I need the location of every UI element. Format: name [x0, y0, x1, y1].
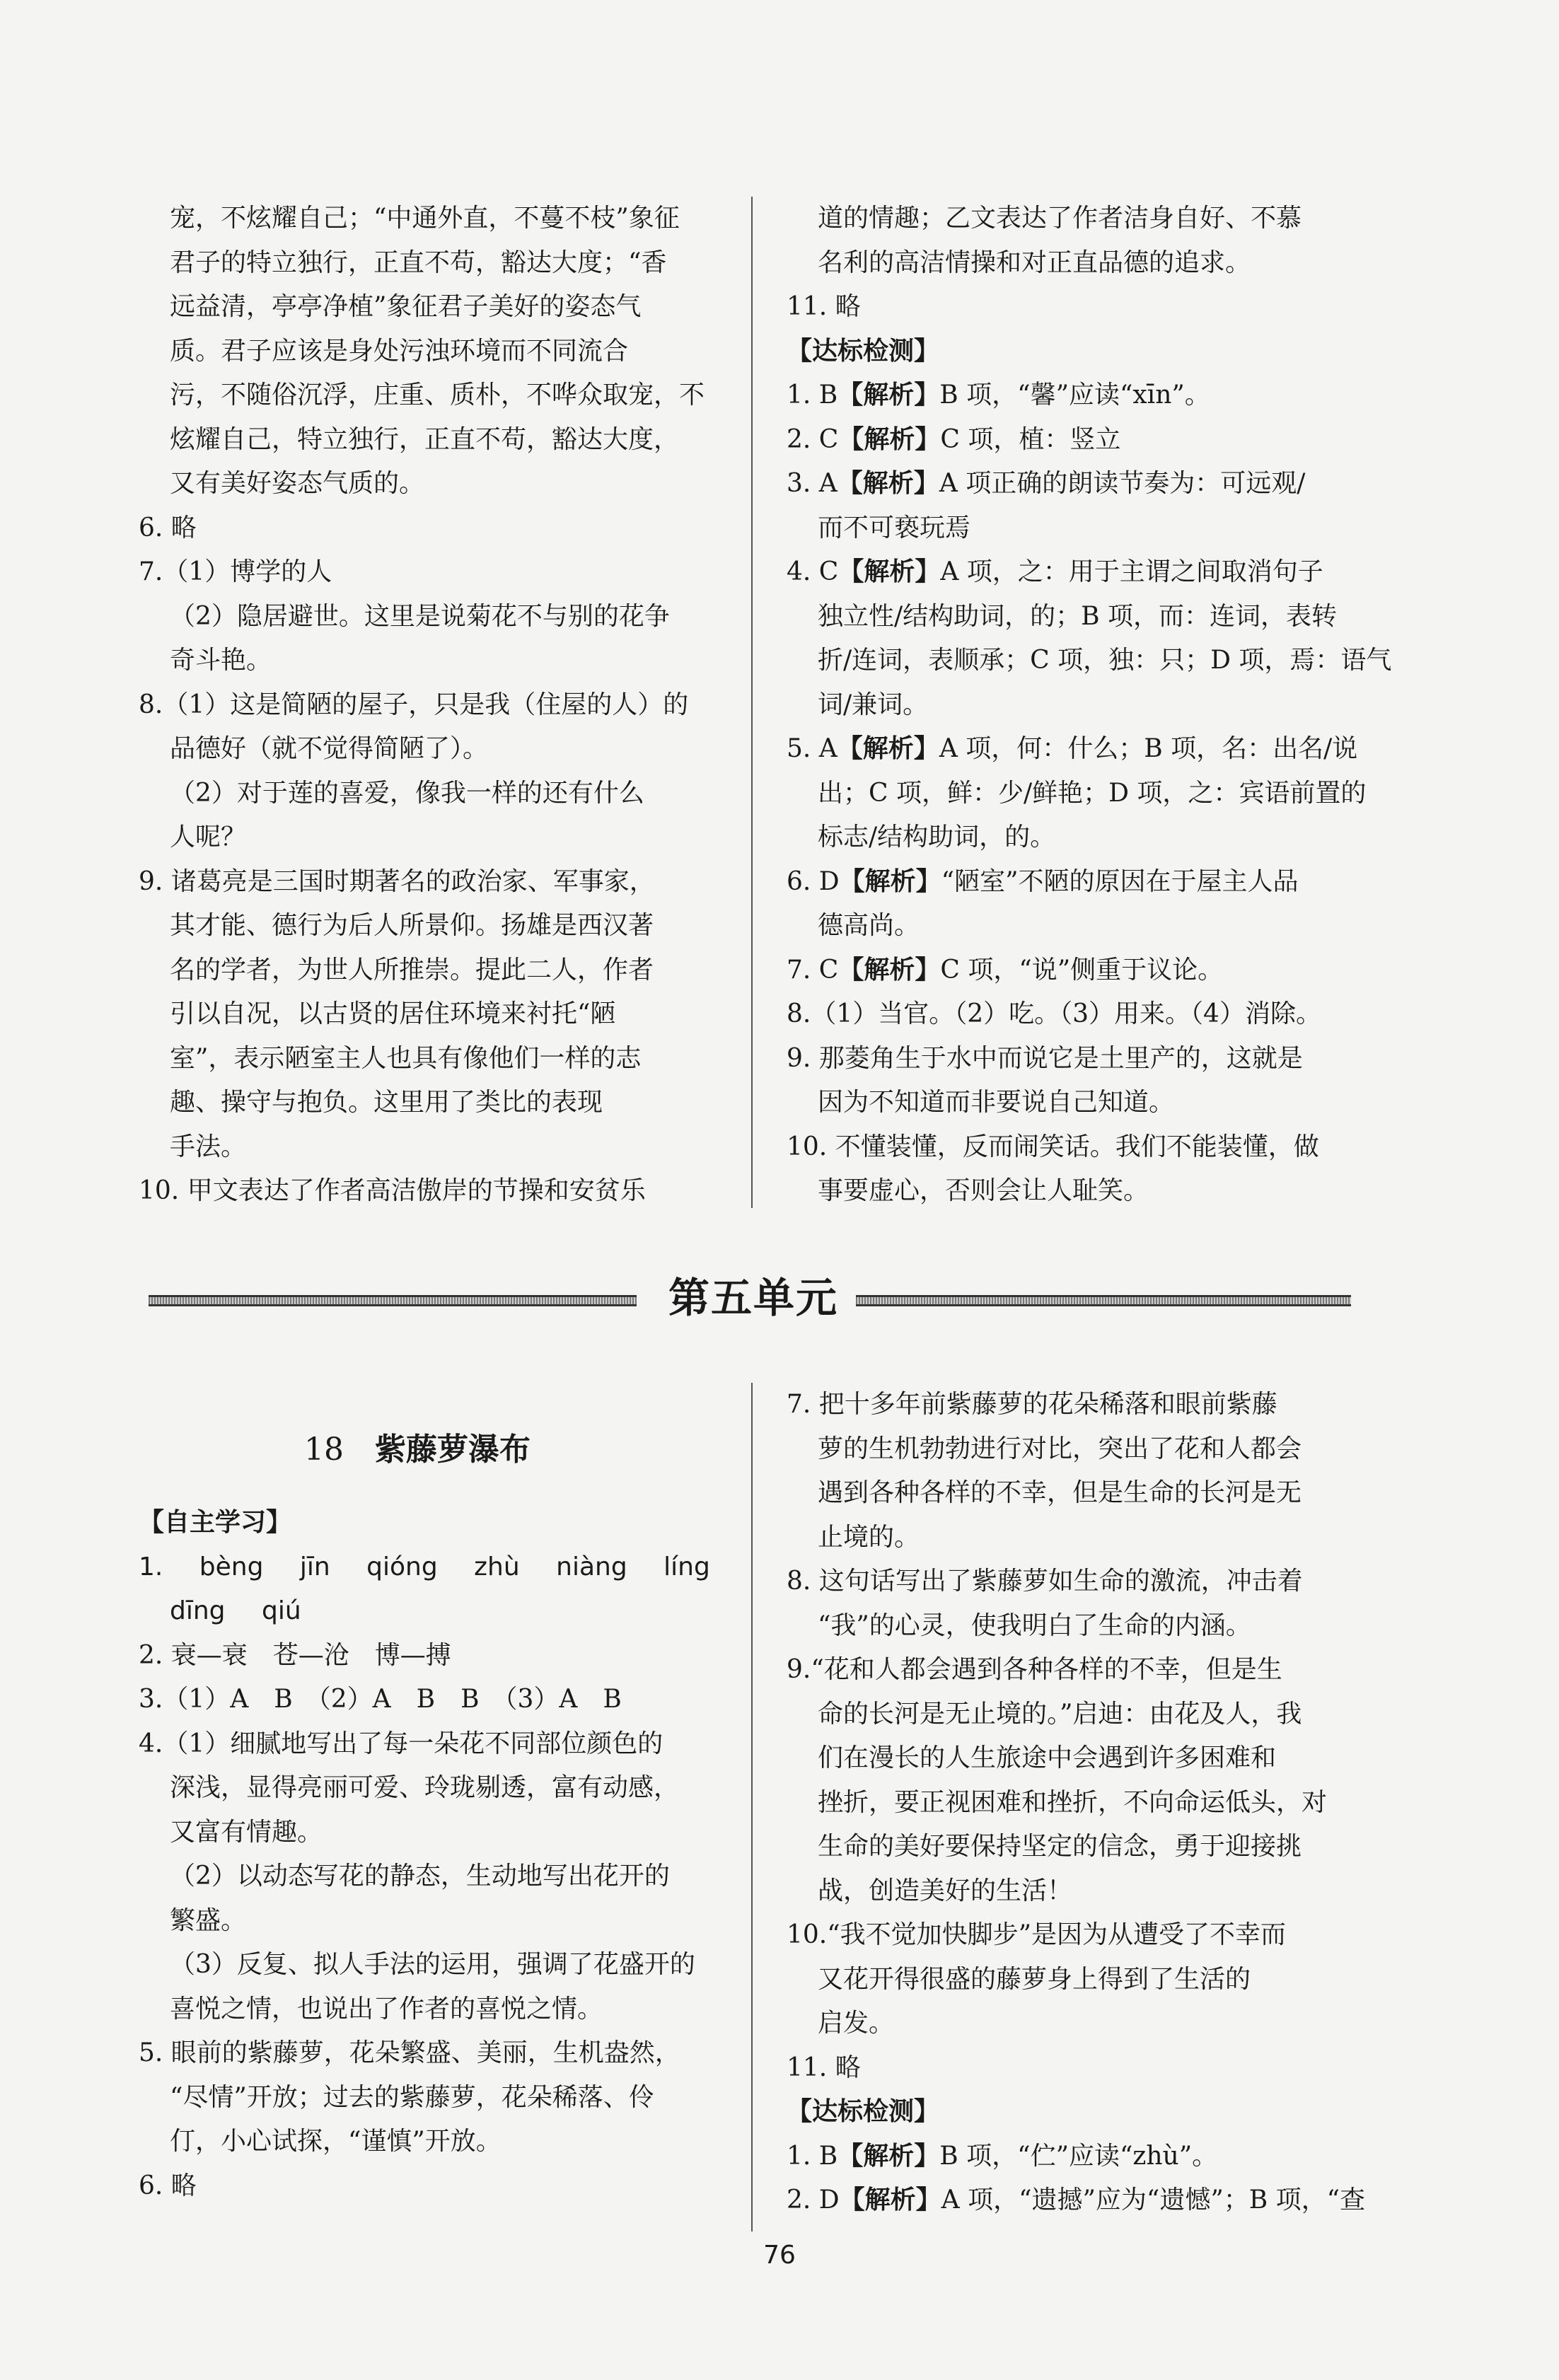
text-line: （2）对于莲的喜爱，像我一样的还有什么 — [170, 778, 644, 808]
page-number: 76 — [763, 2241, 796, 2270]
text-line: 8.（1）这是简陋的屋子，只是我（住屋的人）的 — [139, 690, 689, 719]
lesson-name: 紫藤萝瀑布 — [375, 1432, 531, 1468]
text-line: 引以自况，以古贤的居住环境来衬托“陋 — [170, 999, 616, 1028]
test-answer-7: 7. C【解析】C 项，“说”侧重于议论。 — [787, 955, 1224, 985]
text-line: 奇斗艳。 — [170, 646, 272, 675]
text-line: 们在漫长的人生旅途中会遇到许多困难和 — [818, 1743, 1277, 1772]
answer-2: 2. 衰—衰 苍—沧 博—搏 — [139, 1640, 451, 1670]
text-line: 宠，不炫耀自己；“中通外直，不蔓不枝”象征 — [170, 204, 680, 233]
text-line: 喜悦之情，也说出了作者的喜悦之情。 — [170, 1994, 603, 2024]
text-line: 名利的高洁情操和对正直品德的追求。 — [818, 248, 1251, 277]
text-line: 7.（1）博学的人 — [139, 557, 332, 586]
text-line: 命的长河是无止境的。”启迪：由花及人，我 — [818, 1699, 1302, 1729]
text-line: 标志/结构助词，的。 — [818, 823, 1056, 852]
answer-5: 5. 眼前的紫藤萝，花朵繁盛、美丽，生机盎然， — [139, 2038, 680, 2067]
test-answer-2: 2. C【解析】C 项，植：竖立 — [787, 424, 1121, 454]
text-line: （2）以动态写花的静态，生动地写出花开的 — [170, 1862, 670, 1891]
test-answer-8: 8.（1）当官。（2）吃。（3）用来。（4）消除。 — [787, 999, 1321, 1028]
text-line: dīng qiú — [170, 1596, 301, 1625]
answer-11: 11. 略 — [787, 292, 861, 321]
test-answer-1: 1. B【解析】B 项，“伫”应读“zhù”。 — [787, 2141, 1218, 2171]
text-line: 6. 略 — [139, 513, 197, 542]
test-answer-10: 10. 不懂装懂，反而闹笑话。我们不能装懂，做 — [787, 1132, 1319, 1161]
text-line: 道的情趣；乙文表达了作者洁身自好、不慕 — [818, 204, 1302, 233]
text-line: 手法。 — [170, 1132, 247, 1161]
answer-6: 6. 略 — [139, 2171, 197, 2200]
text-line: 深浅，显得亮丽可爱、玲珑剔透，富有动感， — [170, 1773, 680, 1802]
unit-title: 第五单元 — [668, 1274, 838, 1322]
test-answer-5: 5. A【解析】A 项，何：什么；B 项，名：出名/说 — [787, 734, 1358, 763]
text-line: 又花开得很盛的藤萝身上得到了生活的 — [818, 1964, 1251, 1994]
text-line: 战，创造美好的生活！ — [818, 1876, 1073, 1905]
answers-column-bottom-left — [139, 1501, 726, 2208]
answer-8: 8. 这句话写出了紫藤萝如生命的激流，冲击着 — [787, 1567, 1303, 1596]
text-line: 室”，表示陋室主人也具有像他们一样的志 — [170, 1043, 642, 1073]
text-line: “尽情”开放；过去的紫藤萝，花朵稀落、伶 — [170, 2082, 654, 2112]
text-line: 启发。 — [818, 2009, 895, 2038]
text-line: 9. 诸葛亮是三国时期著名的政治家、军事家， — [139, 866, 655, 896]
text-line: 繁盛。 — [170, 1905, 247, 1935]
test-answer-3: 3. A【解析】A 项正确的朗读节奏为：可远观/ — [787, 469, 1306, 498]
text-line: 名的学者，为世人所推崇。提此二人，作者 — [170, 955, 654, 985]
test-answer-4: 4. C【解析】A 项，之：用于主谓之间取消句子 — [787, 557, 1323, 586]
text-line: 炫耀自己，特立独行，正直不苟，豁达大度， — [170, 424, 680, 454]
text-line: 远益清，亭亭净植”象征君子美好的姿态气 — [170, 292, 642, 321]
text-line: 其才能、德行为后人所景仰。扬雄是西汉著 — [170, 911, 654, 940]
text-line: 折/连词，表顺承；C 项，独：只；D 项，焉：语气 — [818, 646, 1392, 675]
text-line: 品德好（就不觉得简陋了）。 — [170, 734, 489, 763]
text-line: 独立性/结构助词，的；B 项，而：连词，表转 — [818, 601, 1338, 631]
section-header-dabiao: 【达标检测】 — [787, 336, 940, 366]
heading-rule-right — [856, 1295, 1351, 1306]
text-line: 止境的。 — [818, 1522, 920, 1552]
test-answer-2: 2. D【解析】A 项，“遗撼”应为“遗憾”；B 项，“查 — [787, 2185, 1366, 2214]
text-line: 遇到各种各样的不幸，但是生命的长河是无 — [818, 1478, 1302, 1507]
test-answer-6: 6. D【解析】“陋室”不陋的原因在于屋主人品 — [787, 866, 1299, 896]
text-line: 10. 甲文表达了作者高洁傲岸的节操和安贫乐 — [139, 1176, 646, 1205]
text-line: 君子的特立独行，正直不苟，豁达大度；“香 — [170, 248, 667, 277]
column-divider-top — [751, 197, 753, 1208]
text-line: 又富有情趣。 — [170, 1817, 323, 1847]
answers-column-top-left — [139, 197, 726, 1214]
lesson-number: 18 — [304, 1432, 344, 1468]
text-line: 挫折，要正视困难和挫折，不向命运低头，对 — [818, 1787, 1328, 1817]
text-line: 质。君子应该是身处污浊环境而不同流合 — [170, 336, 629, 366]
answer-9: 9.“花和人都会遇到各种各样的不幸，但是生 — [787, 1655, 1282, 1684]
text-line: 词/兼词。 — [818, 690, 929, 719]
answer-11: 11. 略 — [787, 2053, 861, 2082]
text-line: 污，不随俗沉浮，庄重、质朴，不哗众取宠，不 — [170, 381, 705, 410]
test-answer-9: 9. 那菱角生于水中而说它是土里产的，这就是 — [787, 1043, 1303, 1073]
heading-rule-left — [149, 1295, 637, 1306]
text-line: 趣、操守与抱负。这里用了类比的表现 — [170, 1088, 603, 1117]
section-header-zizhu: 【自主学习】 — [139, 1508, 292, 1537]
test-answer-1: 1. B【解析】B 项，“馨”应读“xīn”。 — [787, 381, 1210, 410]
answer-1-pinyin: 1. bèng jīn qióng zhù niàng líng — [139, 1552, 710, 1581]
unit-heading — [149, 1270, 1351, 1326]
lesson-title — [304, 1429, 531, 1471]
text-line: （3）反复、拟人手法的运用，强调了花盛开的 — [170, 1950, 695, 1979]
column-divider-bottom — [751, 1383, 753, 2231]
text-line: 又有美好姿态气质的。 — [170, 469, 425, 498]
text-line: 人呢？ — [170, 823, 247, 852]
answer-3: 3.（1）A B （2）A B B （3）A B — [139, 1685, 622, 1714]
answer-7: 7. 把十多年前紫藤萝的花朵稀落和眼前紫藤 — [787, 1390, 1277, 1419]
answer-10: 10.“我不觉加快脚步”是因为从遭受了不幸而 — [787, 1920, 1287, 1949]
text-line: 萝的生机勃勃进行对比，突出了花和人都会 — [818, 1434, 1302, 1463]
answers-column-bottom-right — [787, 1383, 1374, 2223]
answer-4: 4.（1）细腻地写出了每一朵花不同部位颜色的 — [139, 1729, 663, 1758]
text-line: 仃，小心试探，“谨慎”开放。 — [170, 2127, 502, 2156]
text-line: 德高尚。 — [818, 911, 920, 940]
text-line: （2）隐居避世。这里是说菊花不与别的花争 — [170, 601, 670, 631]
text-line: “我”的心灵，使我明白了生命的内涵。 — [818, 1610, 1251, 1640]
text-line: 出；C 项，鲜：少/鲜艳；D 项，之：宾语前置的 — [818, 778, 1367, 808]
text-line: 而不可亵玩焉 — [818, 513, 971, 542]
text-line: 因为不知道而非要说自己知道。 — [818, 1088, 1175, 1117]
section-header-dabiao: 【达标检测】 — [787, 2097, 940, 2126]
text-line: 生命的美好要保持坚定的信念，勇于迎接挑 — [818, 1832, 1302, 1861]
answers-column-top-right — [787, 197, 1392, 1214]
text-line: 事要虚心，否则会让人耻笑。 — [818, 1176, 1149, 1205]
